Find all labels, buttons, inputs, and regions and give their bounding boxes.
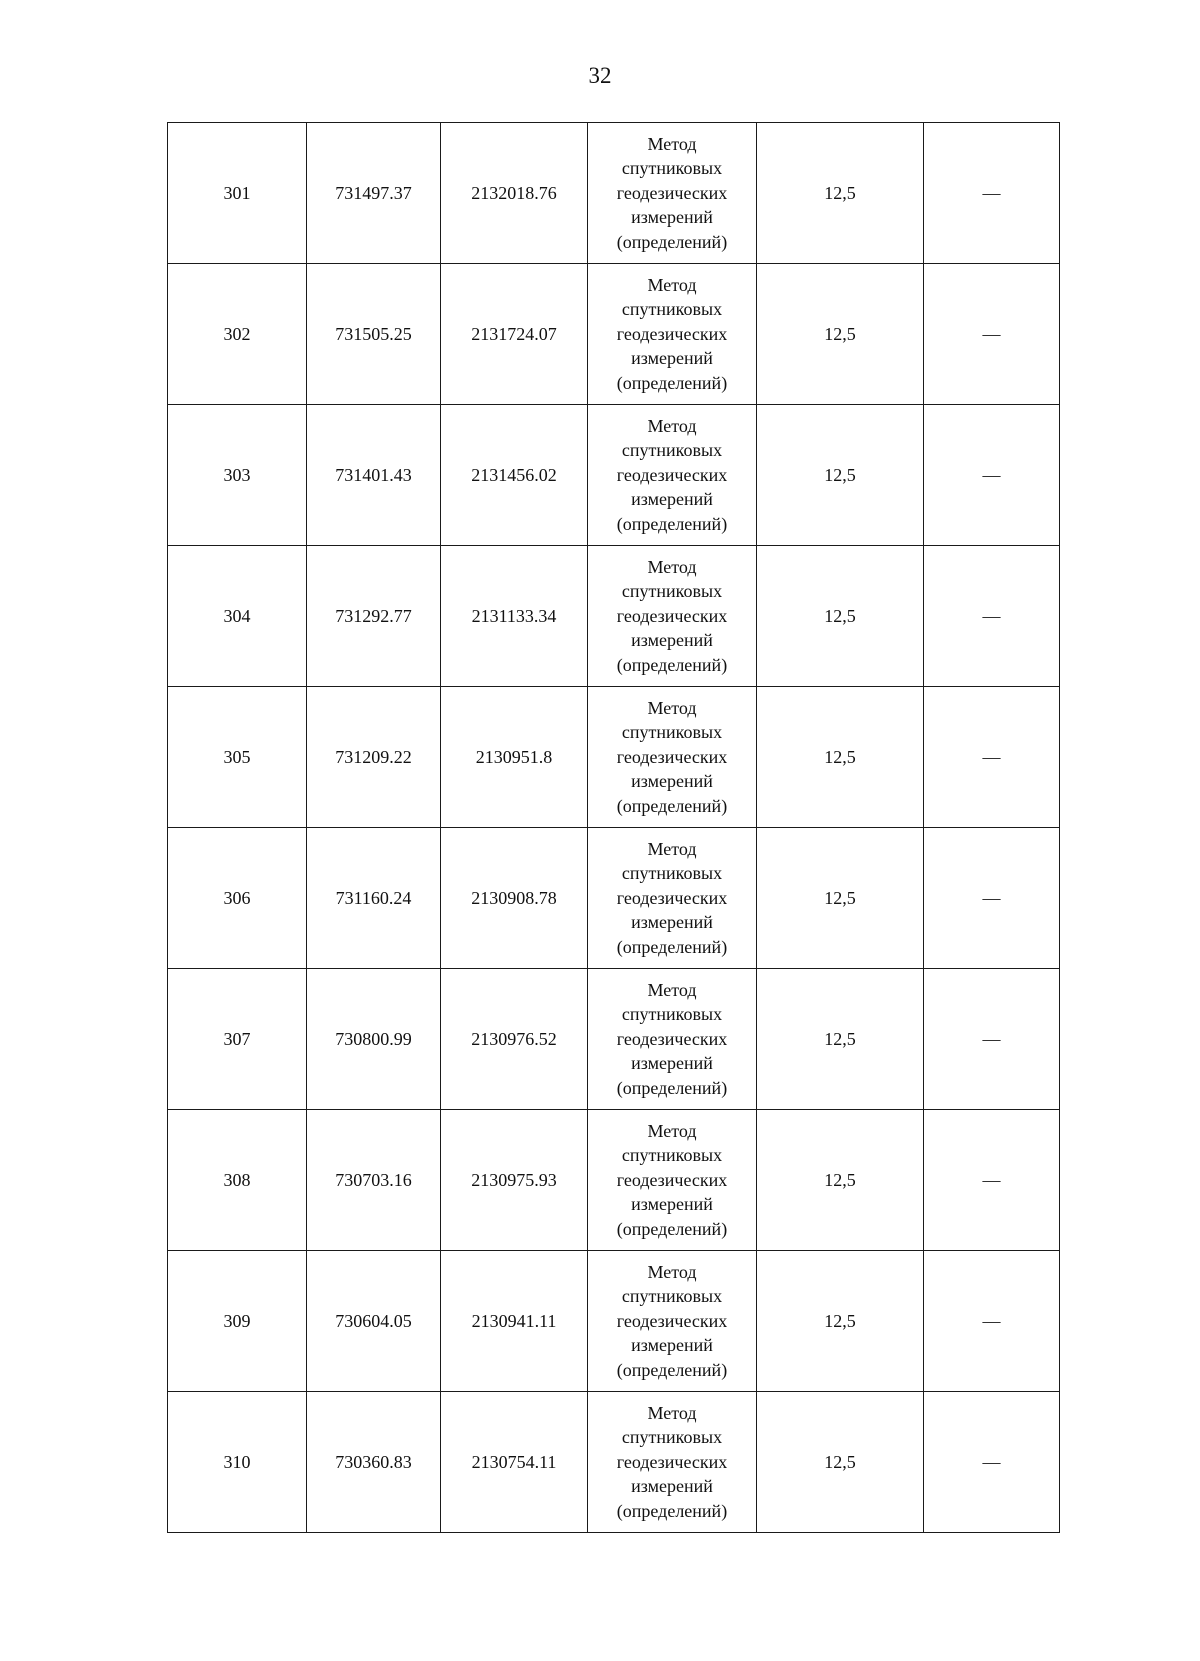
method-line: измерений <box>631 630 713 651</box>
method-cell <box>588 264 757 405</box>
method-line: спутниковых <box>621 1004 723 1025</box>
method-cell <box>588 687 757 828</box>
x-coordinate-cell: 731209.22 <box>307 687 441 828</box>
x-coordinate-cell: 730800.99 <box>307 969 441 1110</box>
method-line: спутниковых <box>621 1427 723 1448</box>
note-cell <box>924 1110 1060 1251</box>
note-cell <box>924 405 1060 546</box>
note-cell <box>924 969 1060 1110</box>
method-cell <box>588 123 757 264</box>
method-line: спутниковых <box>621 299 723 320</box>
point-number-cell: 304 <box>168 546 307 687</box>
method-line: (определений) <box>616 372 728 393</box>
method-cell <box>588 1392 757 1533</box>
method-line: (определений) <box>616 936 728 957</box>
point-number-cell: 310 <box>168 1392 307 1533</box>
method-line: Метод <box>647 1261 697 1282</box>
accuracy-cell: 12,5 <box>757 687 924 828</box>
method-line: измерений <box>631 348 713 369</box>
method-line: Метод <box>647 415 697 436</box>
method-cell <box>588 546 757 687</box>
method-line: измерений <box>631 771 713 792</box>
x-coordinate-cell: 731292.77 <box>307 546 441 687</box>
method-line: геодезических <box>616 1169 728 1190</box>
table-row <box>168 264 1060 405</box>
method-line: Метод <box>647 556 697 577</box>
y-coordinate-cell: 2130941.11 <box>441 1251 588 1392</box>
method-line: спутниковых <box>621 581 723 602</box>
method-line: геодезических <box>616 746 728 767</box>
dash-mark: — <box>982 182 1001 203</box>
note-cell <box>924 828 1060 969</box>
accuracy-cell: 12,5 <box>757 264 924 405</box>
method-line: измерений <box>631 912 713 933</box>
y-coordinate-cell: 2130951.8 <box>441 687 588 828</box>
method-line: геодезических <box>616 1310 728 1331</box>
y-coordinate-cell: 2131724.07 <box>441 264 588 405</box>
method-line: спутниковых <box>621 863 723 884</box>
method-cell <box>588 828 757 969</box>
method-line: геодезических <box>616 887 728 908</box>
accuracy-cell: 12,5 <box>757 969 924 1110</box>
table-row <box>168 1251 1060 1392</box>
x-coordinate-cell: 731497.37 <box>307 123 441 264</box>
method-cell <box>588 1110 757 1251</box>
method-line: Метод <box>647 838 697 859</box>
method-line: (определений) <box>616 231 728 252</box>
page-number: 32 <box>588 63 612 88</box>
accuracy-cell: 12,5 <box>757 1251 924 1392</box>
note-cell <box>924 546 1060 687</box>
dash-mark: — <box>982 746 1001 767</box>
method-line: Метод <box>647 1402 697 1423</box>
method-line: геодезических <box>616 464 728 485</box>
coordinates-table-body <box>168 123 1060 1533</box>
accuracy-cell: 12,5 <box>757 828 924 969</box>
table-row <box>168 687 1060 828</box>
dash-mark: — <box>982 1169 1001 1190</box>
method-line: спутниковых <box>621 722 723 743</box>
dash-mark: — <box>982 1310 1001 1331</box>
method-line: спутниковых <box>621 1145 723 1166</box>
method-line: спутниковых <box>621 1286 723 1307</box>
table-row <box>168 546 1060 687</box>
note-cell <box>924 1392 1060 1533</box>
x-coordinate-cell: 730360.83 <box>307 1392 441 1533</box>
method-line: (определений) <box>616 1359 728 1380</box>
accuracy-cell: 12,5 <box>757 1392 924 1533</box>
y-coordinate-cell: 2131456.02 <box>441 405 588 546</box>
method-line: Метод <box>647 979 697 1000</box>
y-coordinate-cell: 2130976.52 <box>441 969 588 1110</box>
method-line: геодезических <box>616 182 728 203</box>
method-line: Метод <box>647 697 697 718</box>
dash-mark: — <box>982 887 1001 908</box>
point-number-cell: 307 <box>168 969 307 1110</box>
point-number-cell: 301 <box>168 123 307 264</box>
dash-mark: — <box>982 1451 1001 1472</box>
method-cell <box>588 1251 757 1392</box>
method-line: измерений <box>631 207 713 228</box>
method-line: геодезических <box>616 1028 728 1049</box>
point-number-cell: 306 <box>168 828 307 969</box>
dash-mark: — <box>982 323 1001 344</box>
point-number-cell: 308 <box>168 1110 307 1251</box>
x-coordinate-cell: 730703.16 <box>307 1110 441 1251</box>
dash-mark: — <box>982 1028 1001 1049</box>
note-cell <box>924 687 1060 828</box>
note-cell <box>924 1251 1060 1392</box>
method-cell <box>588 405 757 546</box>
note-cell <box>924 123 1060 264</box>
method-line: геодезических <box>616 605 728 626</box>
method-line: спутниковых <box>621 440 723 461</box>
coordinates-table <box>167 122 1060 1533</box>
y-coordinate-cell: 2132018.76 <box>441 123 588 264</box>
dash-mark: — <box>982 605 1001 626</box>
method-line: геодезических <box>616 323 728 344</box>
point-number-cell: 302 <box>168 264 307 405</box>
table-row <box>168 969 1060 1110</box>
table-row <box>168 1110 1060 1251</box>
method-line: измерений <box>631 1194 713 1215</box>
point-number-cell: 303 <box>168 405 307 546</box>
method-line: геодезических <box>616 1451 728 1472</box>
accuracy-cell: 12,5 <box>757 546 924 687</box>
method-line: измерений <box>631 489 713 510</box>
y-coordinate-cell: 2130908.78 <box>441 828 588 969</box>
x-coordinate-cell: 731160.24 <box>307 828 441 969</box>
accuracy-cell: 12,5 <box>757 123 924 264</box>
method-line: спутниковых <box>621 158 723 179</box>
method-line: измерений <box>631 1335 713 1356</box>
x-coordinate-cell: 731505.25 <box>307 264 441 405</box>
method-line: (определений) <box>616 795 728 816</box>
point-number-cell: 309 <box>168 1251 307 1392</box>
table-row <box>168 123 1060 264</box>
x-coordinate-cell: 730604.05 <box>307 1251 441 1392</box>
method-cell <box>588 969 757 1110</box>
method-line: (определений) <box>616 1077 728 1098</box>
table-row <box>168 1392 1060 1533</box>
method-line: (определений) <box>616 1500 728 1521</box>
x-coordinate-cell: 731401.43 <box>307 405 441 546</box>
note-cell <box>924 264 1060 405</box>
y-coordinate-cell: 2130754.11 <box>441 1392 588 1533</box>
accuracy-cell: 12,5 <box>757 1110 924 1251</box>
method-line: Метод <box>647 274 697 295</box>
table-row <box>168 405 1060 546</box>
accuracy-cell: 12,5 <box>757 405 924 546</box>
method-line: измерений <box>631 1053 713 1074</box>
method-line: (определений) <box>616 654 728 675</box>
y-coordinate-cell: 2131133.34 <box>441 546 588 687</box>
point-number-cell: 305 <box>168 687 307 828</box>
method-line: измерений <box>631 1476 713 1497</box>
y-coordinate-cell: 2130975.93 <box>441 1110 588 1251</box>
dash-mark: — <box>982 464 1001 485</box>
method-line: Метод <box>647 133 697 154</box>
method-line: Метод <box>647 1120 697 1141</box>
table-row <box>168 828 1060 969</box>
method-line: (определений) <box>616 513 728 534</box>
method-line: (определений) <box>616 1218 728 1239</box>
